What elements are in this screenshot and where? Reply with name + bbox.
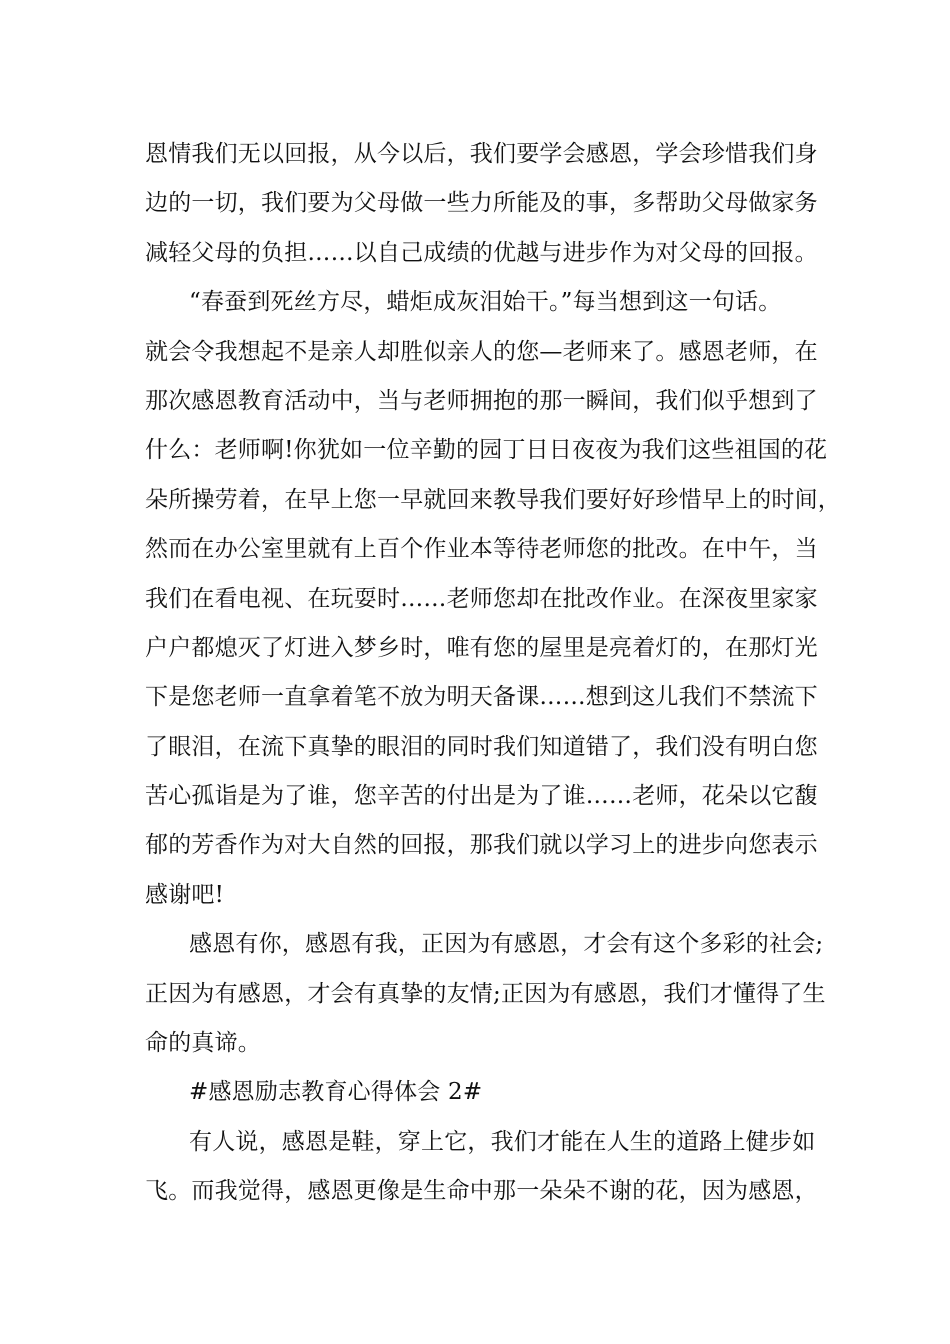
paragraph-first-line: “春蚕到死丝方尽，蜡炬成灰泪始干。”每当想到这一句话。 [189,289,782,316]
paragraph-first-line: 感恩有你，感恩有我，正因为有感恩，才会有这个多彩的社会; [189,931,824,958]
text-line: 郁的芳香作为对大自然的回报，那我们就以学习上的进步向您表示 [145,832,818,859]
document-body [145,130,841,1217]
text-line: 飞。而我觉得，感恩更像是生命中那一朵朵不谢的花，因为感恩， [145,1178,818,1205]
text-line: 下是您老师一直拿着笔不放为明天备课……想到这儿我们不禁流下 [145,684,818,711]
text-line: 然而在办公室里就有上百个作业本等待老师您的批改。在中午，当 [145,536,818,563]
text-line: 苦心孤诣是为了谁，您辛苦的付出是为了谁……老师，花朵以它馥 [145,783,818,810]
text-line: 恩情我们无以回报，从今以后，我们要学会感恩，学会珍惜我们身 [145,141,818,167]
text-line: 边的一切，我们要为父母做一些力所能及的事，多帮助父母做家务 [145,190,818,217]
text-line: 那次感恩教育活动中，当与老师拥抱的那一瞬间，我们似乎想到了 [145,387,818,414]
text-line: 命的真谛。 [145,1030,261,1057]
text-line: 朵所操劳着，在早上您一早就回来教导我们要好好珍惜早上的时间， [145,486,841,513]
text-line: 我们在看电视、在玩耍时……老师您却在批改作业。在深夜里家家 [145,585,818,612]
text-line: 减轻父母的负担……以自己成绩的优越与进步作为对父母的回报。 [145,239,818,266]
section-heading: #感恩励志教育心得体会 2# [189,1079,483,1106]
paragraph-first-line: 有人说，感恩是鞋，穿上它，我们才能在人生的道路上健步如 [189,1128,816,1155]
text-line: 感谢吧! [145,881,225,908]
text-line: 什么：老师啊!你犹如一位辛勤的园丁日日夜夜为我们这些祖国的花 [145,437,828,464]
text-line: 就会令我想起不是亲人却胜似亲人的您—老师来了。感恩老师，在 [145,338,818,365]
text-line: 了眼泪，在流下真挚的眼泪的同时我们知道错了，我们没有明白您 [145,733,818,760]
text-line: 正因为有感恩，才会有真挚的友情;正因为有感恩，我们才懂得了生 [145,980,826,1007]
text-line: 户户都熄灭了灯进入梦乡时，唯有您的屋里是亮着灯的，在那灯光 [145,634,818,661]
